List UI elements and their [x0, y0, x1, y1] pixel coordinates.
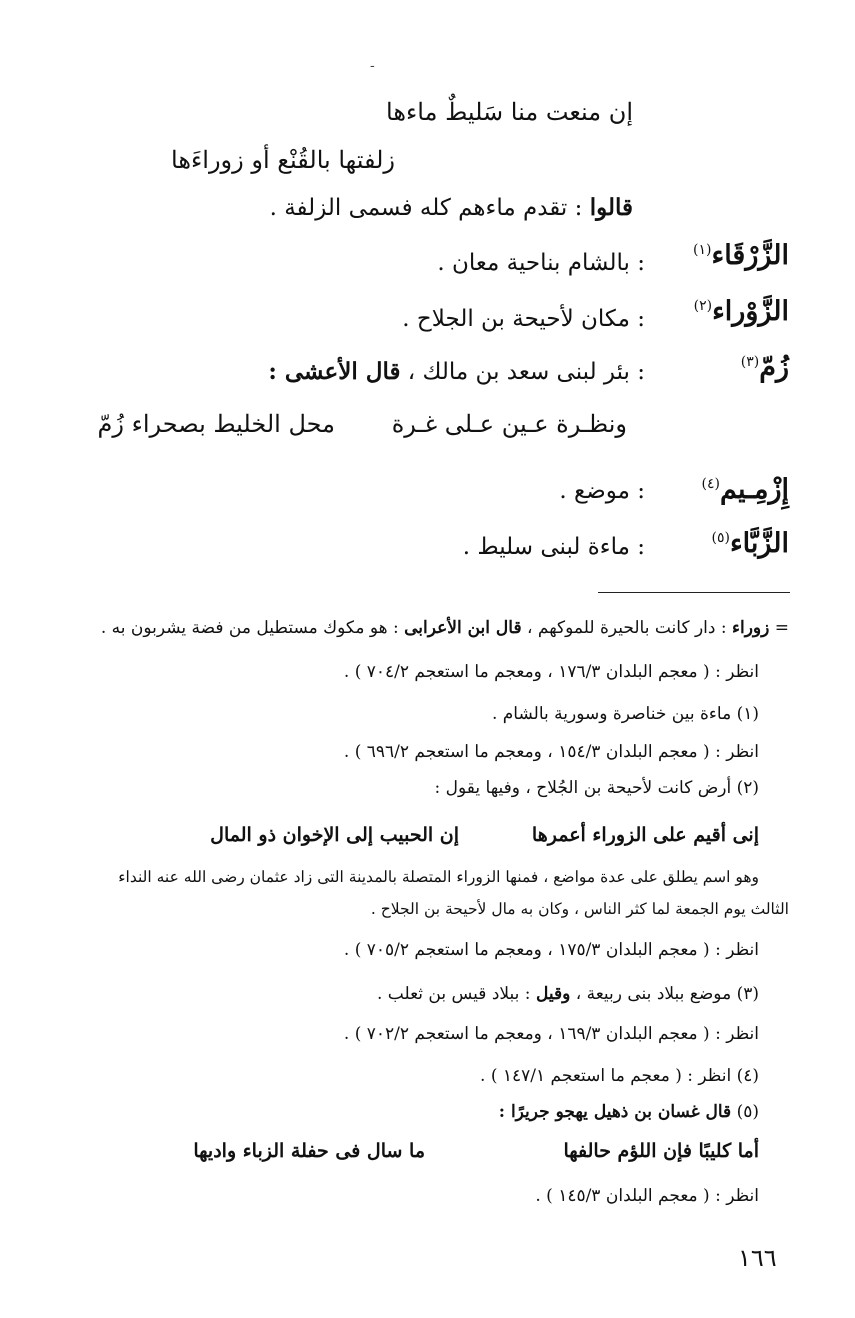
footnote-reference: انظر : ( معجم البلدان ١٧٦/٣ ، ومعجم ما استعجم ٧٠٤/٢ ) . [343, 662, 759, 682]
footnote-verse-right: إنى أقيم على الزوراء أعمرها [531, 824, 759, 846]
footnote-reference: انظر : ( معجم البلدان ١٦٩/٣ ، ومعجم ما استعجم ٧٠٢/٢ ) . [343, 1024, 759, 1044]
footnote-reference: انظر : ( معجم البلدان ١٥٤/٣ ، ومعجم ما استعجم ٦٩٦/٢ ) . [343, 742, 759, 762]
verse1-right: إن منعت منا سَليطٌ ماءها [386, 98, 633, 126]
footnote-reference: انظر : ( معجم البلدان ١٧٥/٣ ، ومعجم ما استعجم ٧٠٥/٢ ) . [343, 940, 759, 960]
continuation-text-2: : هو مكوك مستطيل من فضة يشربون به . [100, 618, 399, 638]
page-number: ١٦٦ [738, 1244, 777, 1272]
footnote-4: (٤) انظر : ( معجم ما استعجم ١٤٧/١ ) . [480, 1066, 759, 1086]
entry-definition: : ماءة لبنى سليط . [462, 534, 645, 560]
qalu-line [270, 194, 633, 221]
footnote-ref: (٤) [701, 476, 720, 492]
entry-term [741, 352, 789, 383]
footnote-ref: (١) [693, 242, 712, 258]
footnote-3-text-b: : ببلاد قيس بن ثعلب . [376, 984, 531, 1004]
footnote-3-bold: وقيل [535, 984, 571, 1004]
entry-term-text: الزَّرْقَاء [711, 240, 789, 271]
footnote-verse5-right: أما كليبًا فإن اللؤم حالفها [563, 1140, 759, 1162]
entry-term [711, 528, 789, 559]
footnote-3-text-a: (٣) موضع ببلاد بنى ربيعة ، [575, 984, 759, 1004]
footnote-rule [598, 592, 790, 593]
footnote-5-num: (٥) [736, 1102, 759, 1122]
entry-term-text: زُمّ [759, 352, 789, 383]
entry-term [694, 296, 789, 327]
entry-term [702, 474, 790, 505]
footnote-2-text: وهو اسم يطلق على عدة مواضع ، فمنها الزوراء المتصلة بالمدينة التى زاد عثمان رضى الله عنه النداء [118, 868, 759, 886]
footnote-ref: (٢) [693, 298, 713, 314]
continuation-marker: = [774, 618, 789, 638]
footnote-1: (١) ماءة بين خناصرة وسورية بالشام . [491, 704, 759, 724]
qalu-label: قالوا [589, 194, 633, 221]
entry-definition: : مكان لأحيحة بن الجلاح . [402, 306, 645, 332]
footnote-2: (٢) أرض كانت لأحيحة بن الجُلاح ، وفيها يقول : [434, 778, 759, 798]
footnote-continuation [101, 618, 789, 638]
footnote-ref: (٣) [740, 354, 760, 370]
footnote-3 [377, 984, 759, 1004]
footnote-5 [499, 1102, 759, 1122]
entry-definition: : بالشام بناحية معان . [437, 250, 645, 276]
continuation-text-1: : دار كانت بالحيرة للموكهم ، [527, 618, 727, 638]
footnote-5-bold: قال غسان بن ذهيل يهجو جريرًا : [498, 1102, 732, 1122]
verse2-right: ونظـرة عـين عـلى غـرة [391, 410, 627, 438]
entry-term-text: الزَّوْراء [712, 296, 789, 327]
entry-term-text: الزَّبَّاء [729, 528, 789, 559]
continuation-bold: قال ابن الأعرابى [404, 618, 522, 638]
entry-definition-text: : بئر لبنى سعد بن مالك ، [407, 359, 645, 385]
entry-definition [268, 358, 645, 385]
footnote-verse5-left: ما سال فى حفلة الزباء واديها [193, 1140, 425, 1162]
footnote-ref: (٥) [711, 530, 730, 546]
entry-definition: : موضع . [559, 478, 645, 504]
continuation-head: زوراء [731, 618, 770, 638]
footnote-2-text: الثالث يوم الجمعة لما كثر الناس ، وكان به مال لأحيحة بن الجلاح . [370, 900, 789, 918]
verse1-left: زلفتها بالقُنْع أو زوراءَها [171, 146, 395, 174]
footnote-verse-left: إن الحبيب إلى الإخوان ذو المال [210, 824, 459, 846]
footnote-reference: انظر : ( معجم البلدان ١٤٥/٣ ) . [535, 1186, 759, 1206]
verse2-left: محل الخليط بصحراء زُمّ [97, 410, 335, 438]
entry-term-text: إِزْمِـيم [719, 474, 789, 505]
entry-definition-bold: قال الأعشى : [268, 358, 401, 385]
qalu-text: : تقدم ماءهم كله فسمى الزلفة . [269, 195, 583, 221]
entry-term [693, 240, 789, 271]
top-mark: - [370, 58, 375, 74]
